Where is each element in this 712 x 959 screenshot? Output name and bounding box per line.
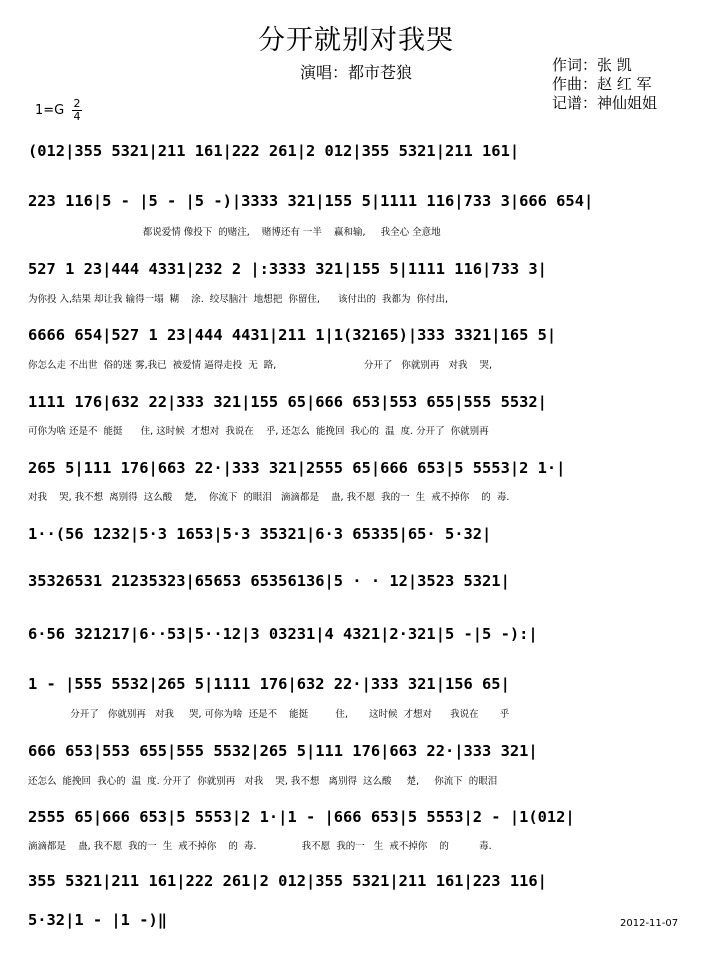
- score-lyrics-12: 滴滴都是 蛊, 我不愿 我的一 生 戒不掉你 的 毒. 我不愿 我的一 生 戒不掉你 的 毒.: [28, 841, 492, 852]
- time-signature-bottom: 4: [73, 110, 81, 123]
- song-title: 分开就别对我哭: [258, 25, 454, 56]
- date-stamp: 2012-11-07: [620, 918, 679, 929]
- score-lyrics-5: 可你为啥 还是不 能挺 住, 这时候 才想对 我说在 乎, 还怎么 能挽回 我心的 温 度. 分开了 你就别再: [28, 426, 489, 437]
- score-notes-8: 35326531 21235323|65653 65356136|5 · · 12|3523 5321|: [28, 572, 510, 590]
- score-notes-6: 265 5|111 176|663 22·|333 321|2555 65|666 653|5 5553|2 1·|: [28, 459, 566, 477]
- score-notes-7: 1··(56 1232|5·3 1653|5·3 35321|6·3 65335|65· 5·32|: [28, 525, 492, 543]
- time-signature: [72, 99, 82, 122]
- score-lyrics-4: 你怎么走 不出世 俗的迷 雾,我已 被爱情 逼得走投 无 路, 分开了 你就别再 对我 哭,: [28, 360, 493, 371]
- time-signature-top: 2: [73, 97, 81, 110]
- transcriber-credit: 记谱：神仙姐姐: [552, 94, 658, 112]
- score-notes-11: 666 653|553 655|555 5532|265 5|111 176|663 22·|333 321|: [28, 742, 538, 760]
- score-notes-1: (012|355 5321|211 161|222 261|2 012|355 5321|211 161|: [28, 142, 520, 160]
- score-notes-5: 1111 176|632 22|333 321|155 65|666 653|553 655|555 5532|: [28, 393, 547, 411]
- lyricist-credit: 作词：张 凯: [552, 56, 632, 74]
- score-notes-14: 5·32|1 - |1 -)‖: [28, 911, 167, 929]
- key-signature: 1=G: [35, 103, 65, 118]
- score-notes-9: 6·56 321217|6··53|5··12|3 03231|4 4321|2·321|5 -|5 -):|: [28, 625, 538, 643]
- score-lyrics-3: 为你投 入,结果 却让我 输得一塌 糊 涂. 绞尽脑汁 地想把 你留住, 该付出的 我都为 你付出,: [28, 294, 449, 305]
- score-lyrics-6: 对我 哭, 我不想 离别得 这么酸 楚, 你流下 的眼泪 滴滴都是 蛊, 我不愿 我的一 生 戒不掉你 的 毒.: [28, 492, 510, 503]
- score-lyrics-10: 分开了 你就别再 对我 哭, 可你为啥 还是不 能挺 住, 这时候 才想对 我说在 乎: [28, 709, 510, 720]
- score-notes-3: 527 1 23|444 4331|232 2 |:3333 321|155 5|1111 116|733 3|: [28, 260, 547, 278]
- score-notes-12: 2555 65|666 653|5 5553|2 1·|1 - |666 653|5 5553|2 - |1(012|: [28, 808, 575, 826]
- score-lyrics-2: 都说爱情 像投下 的赌注, 赌博还有 一半 赢和输, 我全心 全意地: [28, 227, 441, 238]
- score-notes-10: 1 - |555 5532|265 5|1111 176|632 22·|333 321|156 65|: [28, 675, 510, 693]
- singer-credit: 演唱：都市苍狼: [300, 63, 413, 82]
- composer-credit: 作曲：赵 红 军: [552, 75, 652, 93]
- credits-block: [552, 56, 657, 113]
- score-notes-4: 6666 654|527 1 23|444 4431|211 1|1(32165)|333 3321|165 5|: [28, 326, 557, 344]
- score-lyrics-11: 还怎么 能挽回 我心的 温 度. 分开了 你就别再 对我 哭, 我不想 离别得 这么酸 楚, 你流下 的眼泪: [28, 776, 498, 787]
- score-notes-13: 355 5321|211 161|222 261|2 012|355 5321|211 161|223 116|: [28, 872, 547, 890]
- score-notes-2: 223 116|5 - |5 - |5 -)|3333 321|155 5|1111 116|733 3|666 654|: [28, 192, 594, 210]
